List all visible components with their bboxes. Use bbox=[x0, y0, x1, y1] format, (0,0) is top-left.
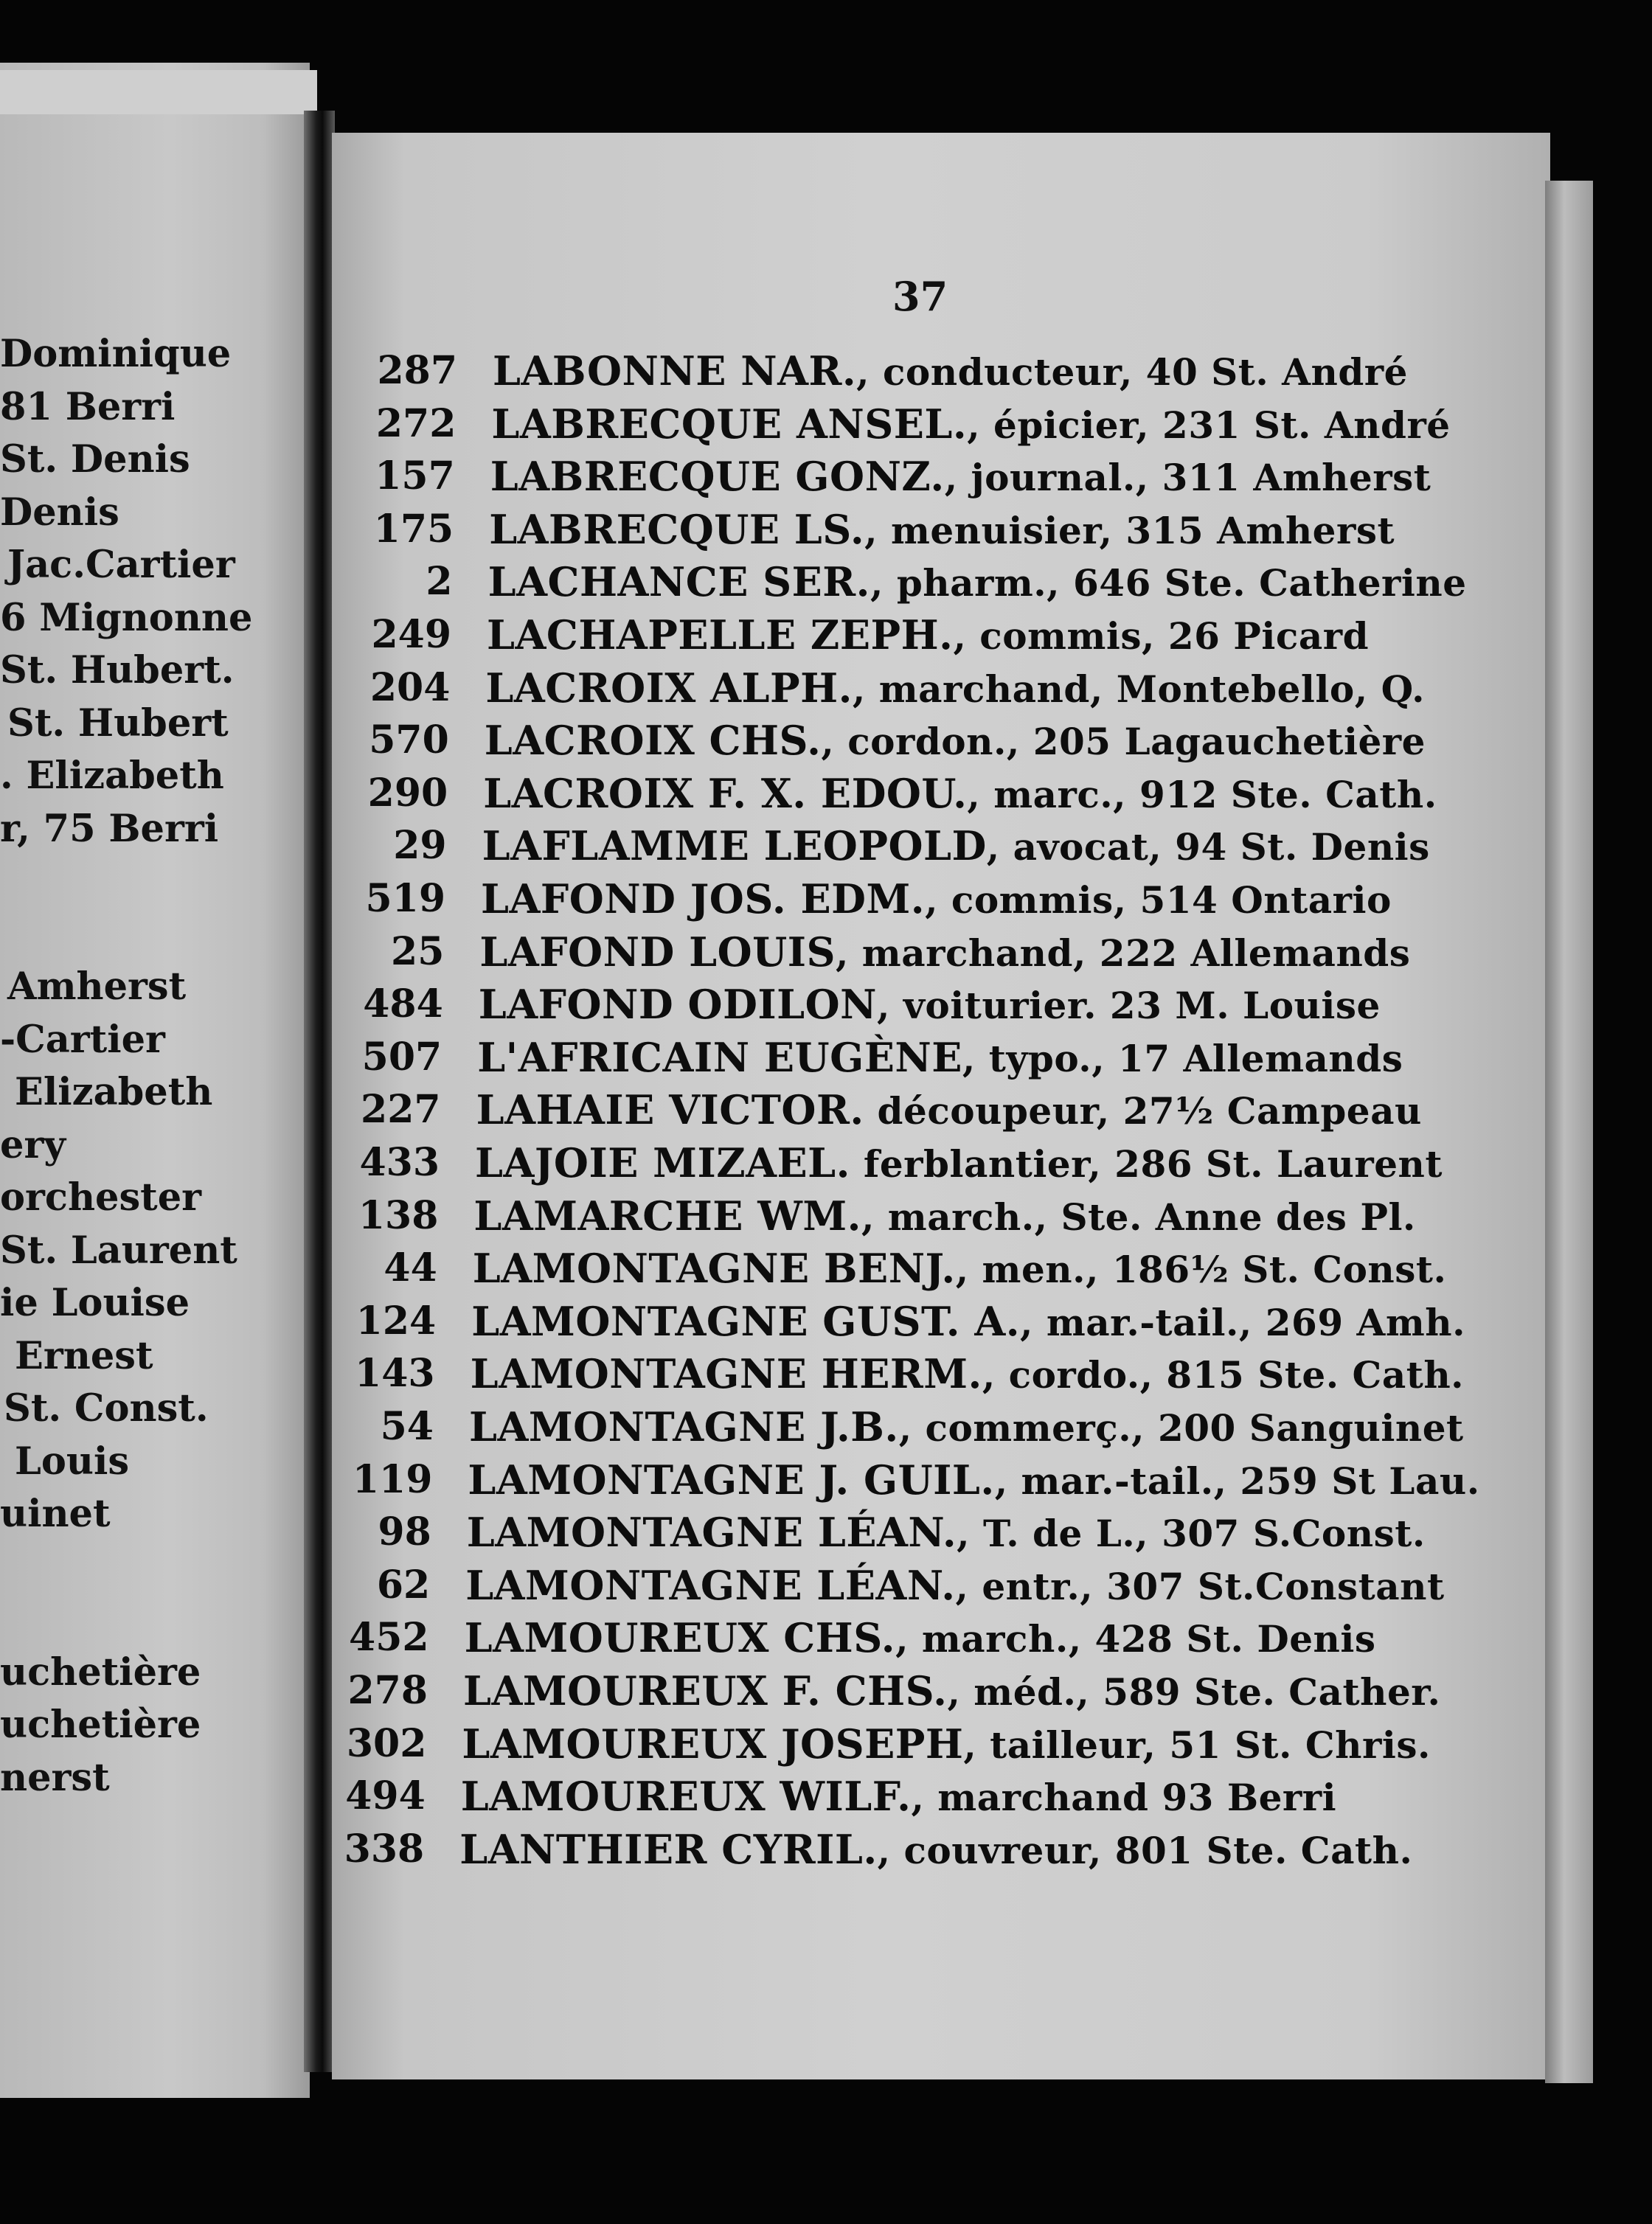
entry-details: , mar.-tail., 269 Amh. bbox=[1020, 1300, 1465, 1344]
entry-number: 138 bbox=[358, 1192, 439, 1238]
entry-details: , commerç., 200 Sanguinet bbox=[898, 1406, 1464, 1450]
directory-entry bbox=[0, 1033, 1652, 1082]
entry-name: LACHAPELLE ZEPH. bbox=[487, 611, 954, 658]
entry-details: , tailleur, 51 St. Chris. bbox=[963, 1723, 1431, 1767]
entry-details: , T. de L., 307 S.Const. bbox=[957, 1512, 1426, 1556]
directory-entry bbox=[0, 557, 1652, 606]
directory-entry bbox=[0, 928, 1652, 976]
left-page-line: Dominique bbox=[0, 332, 232, 376]
entry-name: LAMOUREUX F. CHS. bbox=[463, 1667, 948, 1714]
entry-name: LAJOIE MIZAEL. bbox=[475, 1139, 850, 1186]
left-page-line: uchetière bbox=[0, 1650, 201, 1695]
directory-entry bbox=[0, 1456, 1652, 1504]
entry-name: LAMONTAGNE LÉAN. bbox=[466, 1509, 957, 1557]
directory-entry bbox=[0, 1349, 1652, 1398]
entry-name: LABRECQUE GONZ. bbox=[490, 453, 945, 501]
left-page-line: Jac.Cartier bbox=[7, 543, 235, 587]
entry-number: 494 bbox=[345, 1773, 426, 1819]
entry-details: , commis, 514 Ontario bbox=[925, 878, 1392, 922]
entry-number: 157 bbox=[375, 454, 455, 499]
left-page-line: 81 Berri bbox=[0, 384, 176, 429]
entry-number: 124 bbox=[355, 1298, 437, 1344]
left-page-line: St. Denis bbox=[0, 437, 190, 482]
entry-name: LAFOND ODILON bbox=[478, 981, 878, 1029]
entry-name: LABONNE NAR. bbox=[493, 347, 857, 395]
entry-details: , march., 428 St. Denis bbox=[895, 1617, 1376, 1661]
entry-number: 290 bbox=[367, 770, 448, 816]
entry-number: 2 bbox=[426, 559, 453, 605]
entry-number: 484 bbox=[363, 981, 443, 1027]
directory-entry bbox=[0, 1085, 1652, 1134]
entry-name: LAFOND LOUIS bbox=[479, 928, 836, 976]
entry-details: , marchand 93 Berri bbox=[911, 1776, 1337, 1820]
directory-entry bbox=[0, 1825, 1652, 1874]
entry-name: L'AFRICAIN EUGÈNE bbox=[477, 1033, 962, 1081]
left-page-line: 6 Mignonne bbox=[0, 595, 253, 640]
left-page-line: uinet bbox=[0, 1492, 111, 1536]
entry-details: , menuisier, 315 Amherst bbox=[864, 508, 1395, 552]
entry-name: LAMONTAGNE GUST. A. bbox=[471, 1297, 1021, 1345]
entry-details: , entr., 307 St.Constant bbox=[955, 1564, 1445, 1608]
left-page-line: . Elizabeth bbox=[0, 754, 224, 798]
entry-number: 452 bbox=[349, 1615, 429, 1661]
entry-name: LABRECQUE LS. bbox=[489, 505, 865, 553]
directory-entry bbox=[0, 1139, 1652, 1187]
entry-name: LABRECQUE ANSEL. bbox=[491, 400, 968, 448]
entry-name: LAMONTAGNE LÉAN. bbox=[465, 1561, 956, 1609]
entry-number: 302 bbox=[346, 1720, 427, 1766]
entry-number: 433 bbox=[359, 1140, 440, 1185]
entry-details: , journal., 311 Amherst bbox=[944, 456, 1431, 500]
entry-number: 62 bbox=[376, 1562, 431, 1608]
directory-entry bbox=[0, 980, 1652, 1029]
entry-name: LAMONTAGNE HERM. bbox=[470, 1350, 982, 1398]
left-page-line: nerst bbox=[0, 1755, 110, 1800]
left-page-line: uchetière bbox=[0, 1703, 201, 1747]
directory-entry bbox=[0, 1297, 1652, 1346]
entry-details: , pharm., 646 Ste. Catherine bbox=[870, 561, 1467, 605]
entry-name: LAMONTAGNE J.B. bbox=[469, 1403, 899, 1450]
directory-entry bbox=[0, 611, 1652, 659]
entry-details: , cordo., 815 Ste. Cath. bbox=[982, 1353, 1465, 1397]
entry-name: LAFOND JOS. EDM. bbox=[481, 875, 926, 922]
directory-entry bbox=[0, 1772, 1652, 1821]
directory-entry bbox=[0, 347, 1652, 395]
entry-number: 287 bbox=[377, 348, 457, 393]
entry-details: , épicier, 231 St. André bbox=[967, 403, 1451, 447]
entry-name: LAMONTAGNE BENJ. bbox=[472, 1245, 956, 1293]
left-page-top-edge bbox=[0, 70, 317, 114]
entry-name: LAMOUREUX JOSEPH bbox=[462, 1720, 964, 1768]
left-page-line: St. Const. bbox=[4, 1386, 209, 1431]
entry-name: LACROIX CHS. bbox=[484, 717, 822, 765]
directory-entry bbox=[0, 1192, 1652, 1240]
entry-name: LAMOUREUX CHS. bbox=[464, 1614, 896, 1662]
directory-entry bbox=[0, 769, 1652, 818]
directory-entry bbox=[0, 400, 1652, 448]
entry-name: LACROIX ALPH. bbox=[485, 664, 853, 712]
directory-entry bbox=[0, 1244, 1652, 1293]
directory-entry bbox=[0, 1403, 1652, 1451]
entry-number: 29 bbox=[393, 823, 447, 869]
entry-details: , avocat, 94 St. Denis bbox=[986, 825, 1430, 869]
entry-number: 272 bbox=[375, 400, 457, 446]
directory-entry bbox=[0, 664, 1652, 712]
entry-number: 204 bbox=[369, 664, 451, 710]
entry-details: , men., 186½ St. Const. bbox=[955, 1248, 1447, 1292]
entry-details: , march., Ste. Anne des Pl. bbox=[861, 1195, 1416, 1239]
entry-number: 338 bbox=[344, 1826, 425, 1872]
entry-number: 98 bbox=[378, 1509, 431, 1555]
entry-number: 25 bbox=[391, 928, 445, 974]
entry-details: , marchand, 222 Allemands bbox=[835, 931, 1411, 975]
entry-number: 507 bbox=[361, 1034, 442, 1080]
entry-number: 44 bbox=[384, 1245, 437, 1291]
page-number: 37 bbox=[892, 273, 948, 320]
entry-details: , commis, 26 Picard bbox=[953, 614, 1370, 658]
entry-details: , cordon., 205 Lagauchetière bbox=[821, 720, 1426, 764]
entry-number: 519 bbox=[365, 876, 445, 921]
left-page-line: St. Laurent bbox=[0, 1228, 237, 1273]
entry-details: , voiturier. 23 M. Louise bbox=[877, 984, 1381, 1028]
entry-number: 175 bbox=[373, 506, 454, 552]
left-page-line: -Cartier bbox=[0, 1017, 165, 1062]
entry-name: LAMOUREUX WILF. bbox=[460, 1773, 912, 1821]
entry-details: ferblantier, 286 St. Laurent bbox=[850, 1142, 1443, 1186]
left-page-line: St. Hubert bbox=[7, 701, 229, 746]
entry-details: , couvreur, 801 Ste. Cath. bbox=[877, 1828, 1413, 1872]
directory-entry bbox=[0, 452, 1652, 501]
entry-details: , méd., 589 Ste. Cather. bbox=[947, 1670, 1441, 1714]
left-page-line: orchester bbox=[0, 1175, 202, 1220]
directory-entry bbox=[0, 1561, 1652, 1610]
left-page-line: ie Louise bbox=[0, 1281, 190, 1325]
entry-details: , mar.-tail., 259 St Lau. bbox=[994, 1459, 1480, 1503]
left-page-line: Louis bbox=[15, 1439, 130, 1484]
left-page-line: St. Hubert. bbox=[0, 648, 235, 692]
entry-number: 249 bbox=[371, 612, 451, 657]
directory-entry bbox=[0, 1667, 1652, 1715]
directory-entry bbox=[0, 1720, 1652, 1768]
entry-number: 278 bbox=[347, 1668, 428, 1713]
left-page-line: ery bbox=[0, 1122, 66, 1167]
entry-name: LACHANCE SER. bbox=[487, 558, 870, 606]
directory-entry bbox=[0, 716, 1652, 765]
entry-details: , marchand, Montebello, Q. bbox=[852, 667, 1426, 711]
entry-details: , marc., 912 Ste. Cath. bbox=[967, 772, 1437, 816]
directory-entry bbox=[0, 1508, 1652, 1557]
entry-number: 227 bbox=[361, 1087, 441, 1133]
entry-number: 119 bbox=[352, 1456, 433, 1502]
entry-name: LANTHIER CYRIL. bbox=[459, 1825, 878, 1873]
entry-name: LAMARCHE WM. bbox=[473, 1192, 861, 1240]
directory-entry bbox=[0, 821, 1652, 870]
entry-name: LAMONTAGNE J. GUIL. bbox=[468, 1456, 995, 1504]
directory-entry bbox=[0, 1613, 1652, 1662]
entry-number: 54 bbox=[380, 1404, 434, 1449]
directory-entry bbox=[0, 505, 1652, 554]
directory-entry bbox=[0, 875, 1652, 923]
entry-name: LAFLAMME LEOPOLD bbox=[482, 822, 987, 870]
entry-name: LAHAIE VICTOR. bbox=[476, 1086, 864, 1134]
entry-details: , typo., 17 Allemands bbox=[962, 1036, 1403, 1080]
left-page-line: Elizabeth bbox=[15, 1070, 213, 1114]
entry-details: , conducteur, 40 St. André bbox=[856, 350, 1408, 394]
entry-number: 143 bbox=[355, 1351, 435, 1397]
left-page-line: Ernest bbox=[15, 1333, 153, 1378]
entry-number: 570 bbox=[369, 717, 449, 763]
left-page-line: Amherst bbox=[7, 965, 187, 1009]
left-page-line: r, 75 Berri bbox=[0, 806, 219, 851]
entry-details: découpeur, 27½ Campeau bbox=[864, 1089, 1422, 1133]
entry-name: LACROIX F. X. EDOU. bbox=[483, 769, 968, 817]
left-page-line: Denis bbox=[0, 490, 119, 535]
